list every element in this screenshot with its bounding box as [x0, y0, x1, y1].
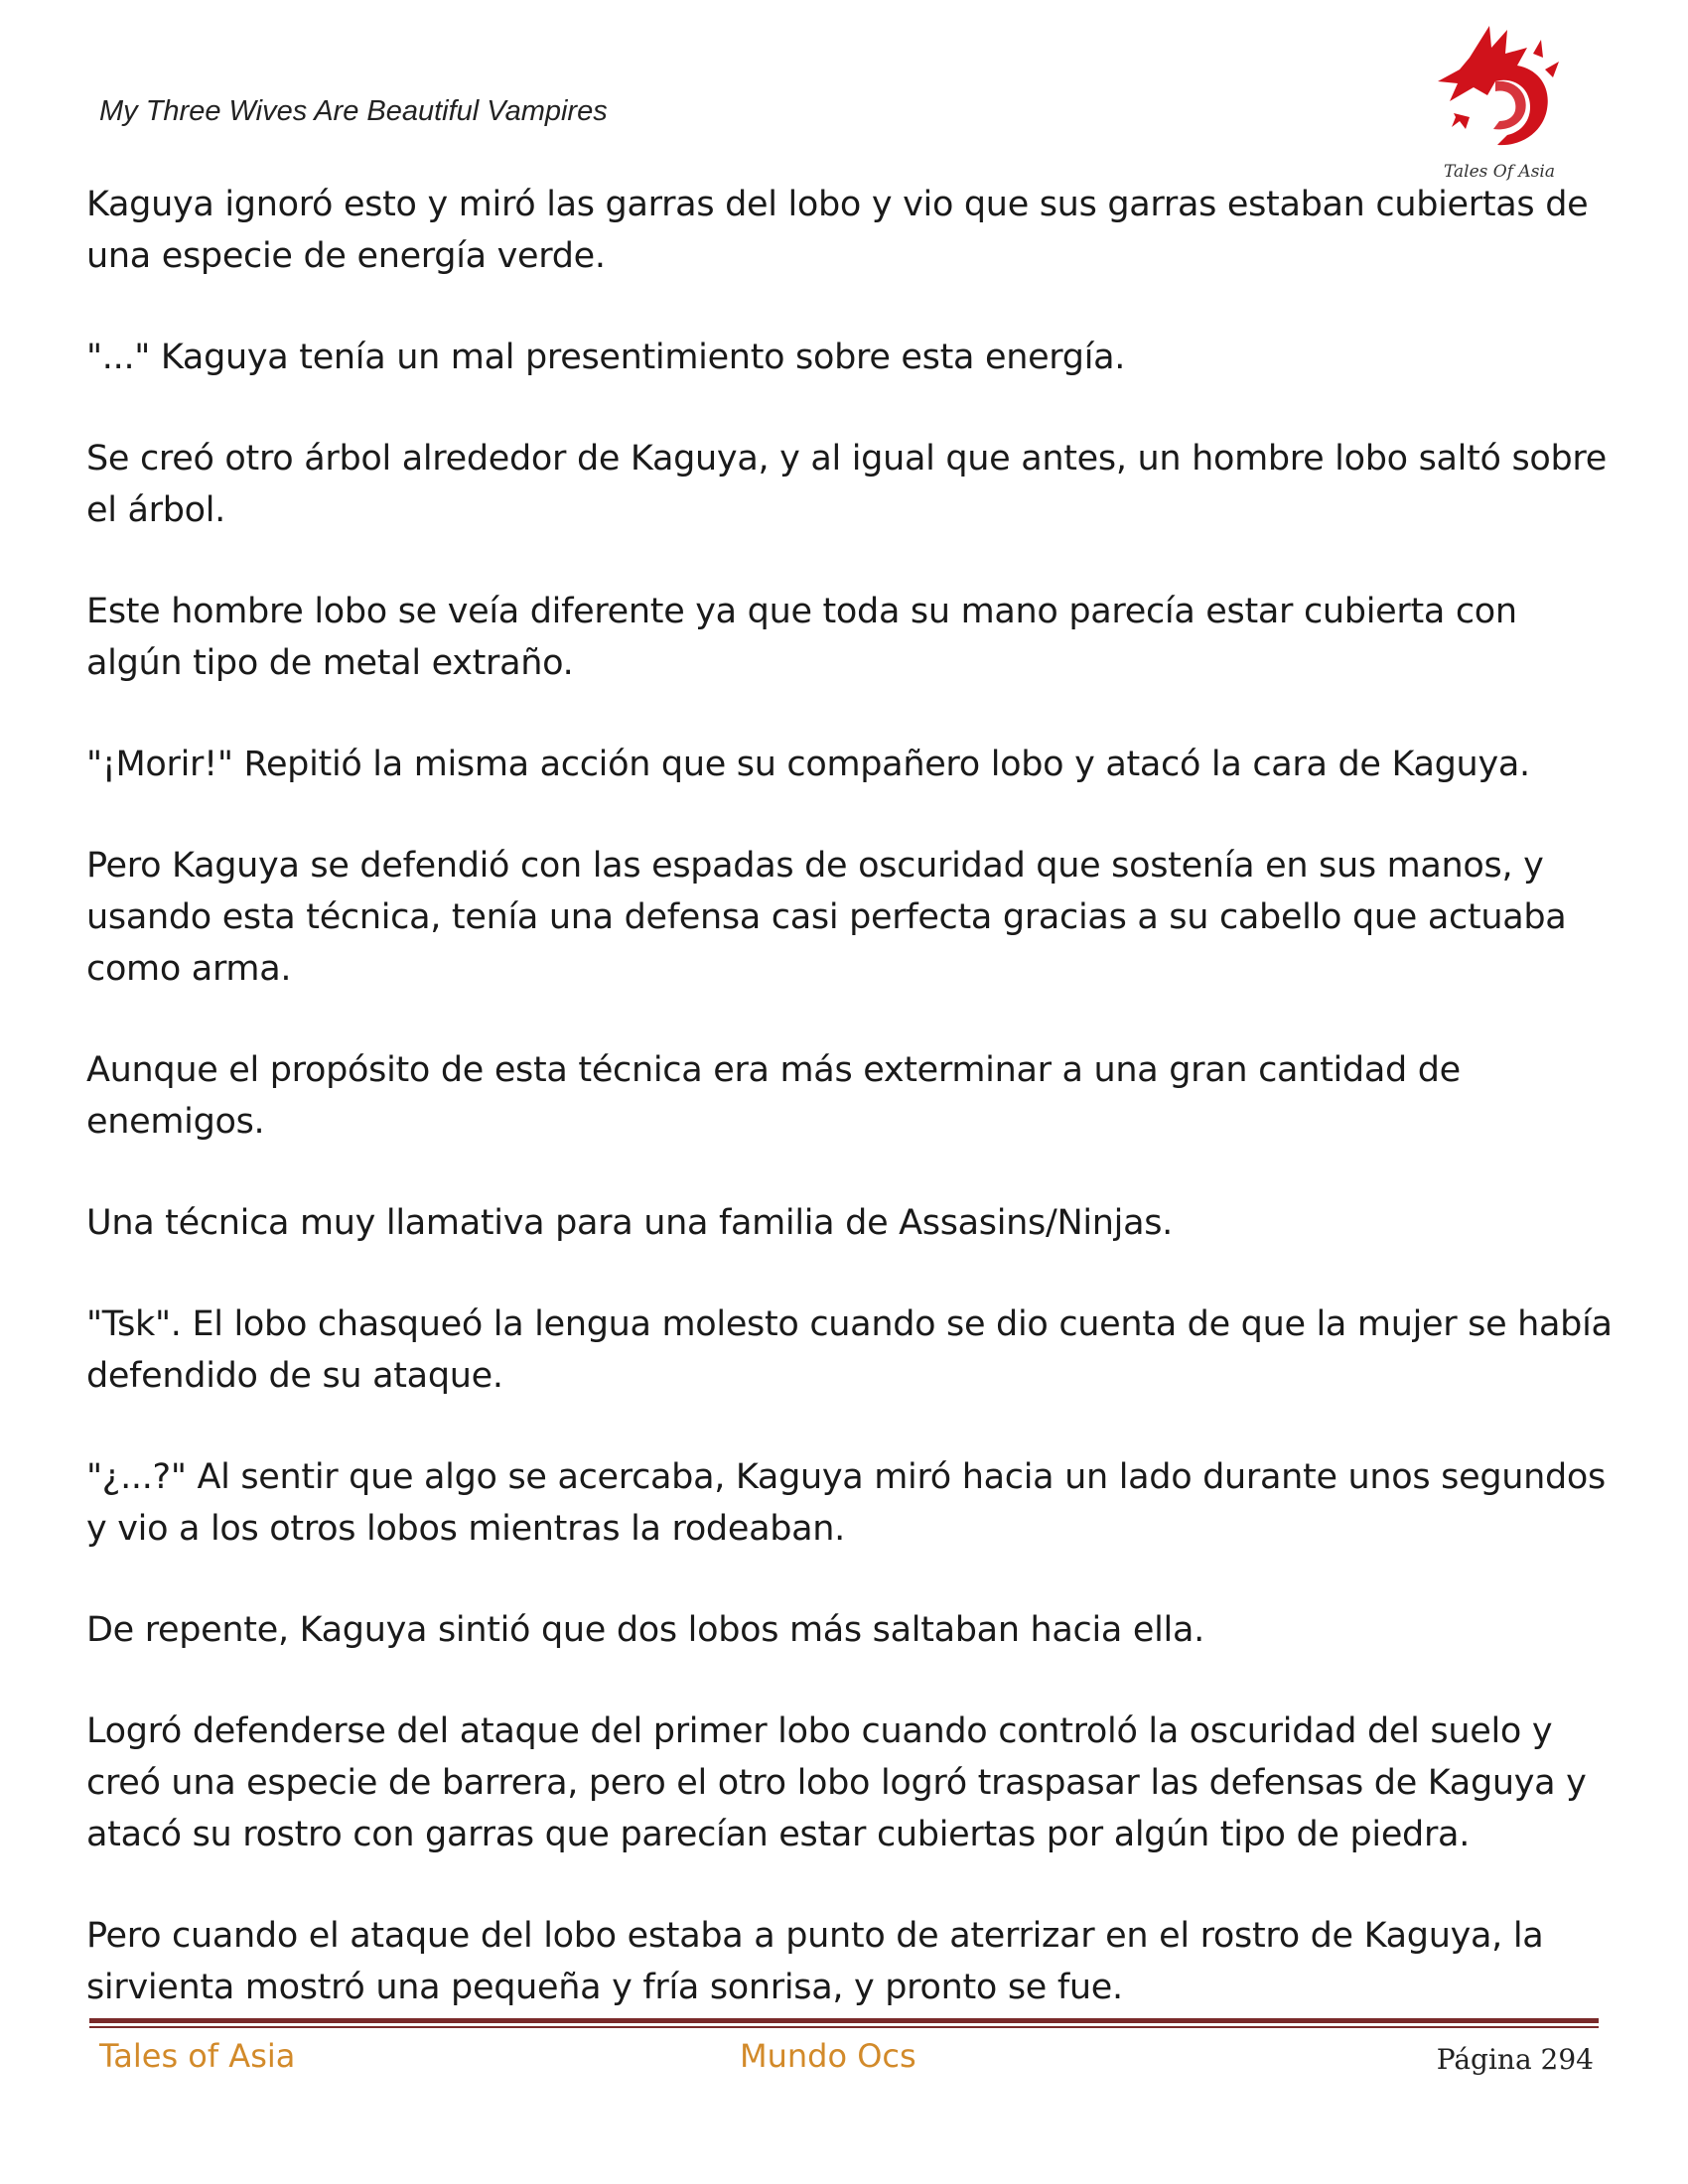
paragraph: Se creó otro árbol alrededor de Kaguya, y al igual que antes, un hombre lobo saltó sobre el árbol.	[86, 439, 1607, 530]
logo-text: Tales Of Asia	[1444, 162, 1555, 182]
paragraph: "¡Morir!" Repitió la misma acción que su compañero lobo y atacó la cara de Kaguya.	[86, 745, 1530, 784]
paragraph: Logró defenderse del ataque del primer lobo cuando controló la oscuridad del suelo y creó una especie de barrera, pero el otro lobo logró traspasar las defensas de Kaguya y atacó su rostro con garras que parecían estar cubiertas por algún tipo de piedra.	[86, 1711, 1587, 1854]
paragraph: Pero cuando el ataque del lobo estaba a punto de aterrizar en el rostro de Kaguya, la sirvienta mostró una pequeña y fría sonrisa, y pronto se fue.	[86, 1916, 1544, 2007]
footer-rule-thin	[89, 2026, 1599, 2028]
paragraph: "..." Kaguya tenía un mal presentimiento sobre esta energía.	[86, 338, 1126, 377]
paragraph: Aunque el propósito de esta técnica era más exterminar a una gran cantidad de enemigos.	[86, 1050, 1461, 1142]
paragraph: Una técnica muy llamativa para una familia de Assasins/Ninjas.	[86, 1203, 1173, 1243]
book-title: My Three Wives Are Beautiful Vampires	[99, 95, 608, 127]
paragraph: Kaguya ignoró esto y miró las garras del lobo y vio que sus garras estaban cubiertas de una especie de energía verde.	[86, 185, 1589, 276]
paragraph: Pero Kaguya se defendió con las espadas de oscuridad que sostenía en sus manos, y usando esta técnica, tenía una defensa casi perfecta gracias a su cabello que actuaba como arma.	[86, 846, 1567, 989]
paragraph: De repente, Kaguya sintió que dos lobos más saltaban hacia ella.	[86, 1610, 1204, 1650]
page-number: Página 294	[1436, 2043, 1594, 2076]
footer-section-name: Mundo Ocs	[740, 2037, 916, 2075]
paragraph: Este hombre lobo se veía diferente ya que toda su mano parecía estar cubierta con algún tipo de metal extraño.	[86, 592, 1517, 683]
footer-rule	[89, 2018, 1599, 2023]
chapter-body	[86, 179, 1616, 2063]
paragraph: "Tsk". El lobo chasqueó la lengua molesto cuando se dio cuenta de que la mujer se había defendido de su ataque.	[86, 1304, 1613, 1396]
footer-site-name: Tales of Asia	[99, 2037, 296, 2075]
paragraph: "¿...?" Al sentir que algo se acercaba, Kaguya miró hacia un lado durante unos segundos y vio a los otros lobos mientras la rodeaban.	[86, 1457, 1606, 1549]
dragon-icon	[1430, 18, 1569, 157]
tales-of-asia-logo	[1430, 18, 1569, 182]
